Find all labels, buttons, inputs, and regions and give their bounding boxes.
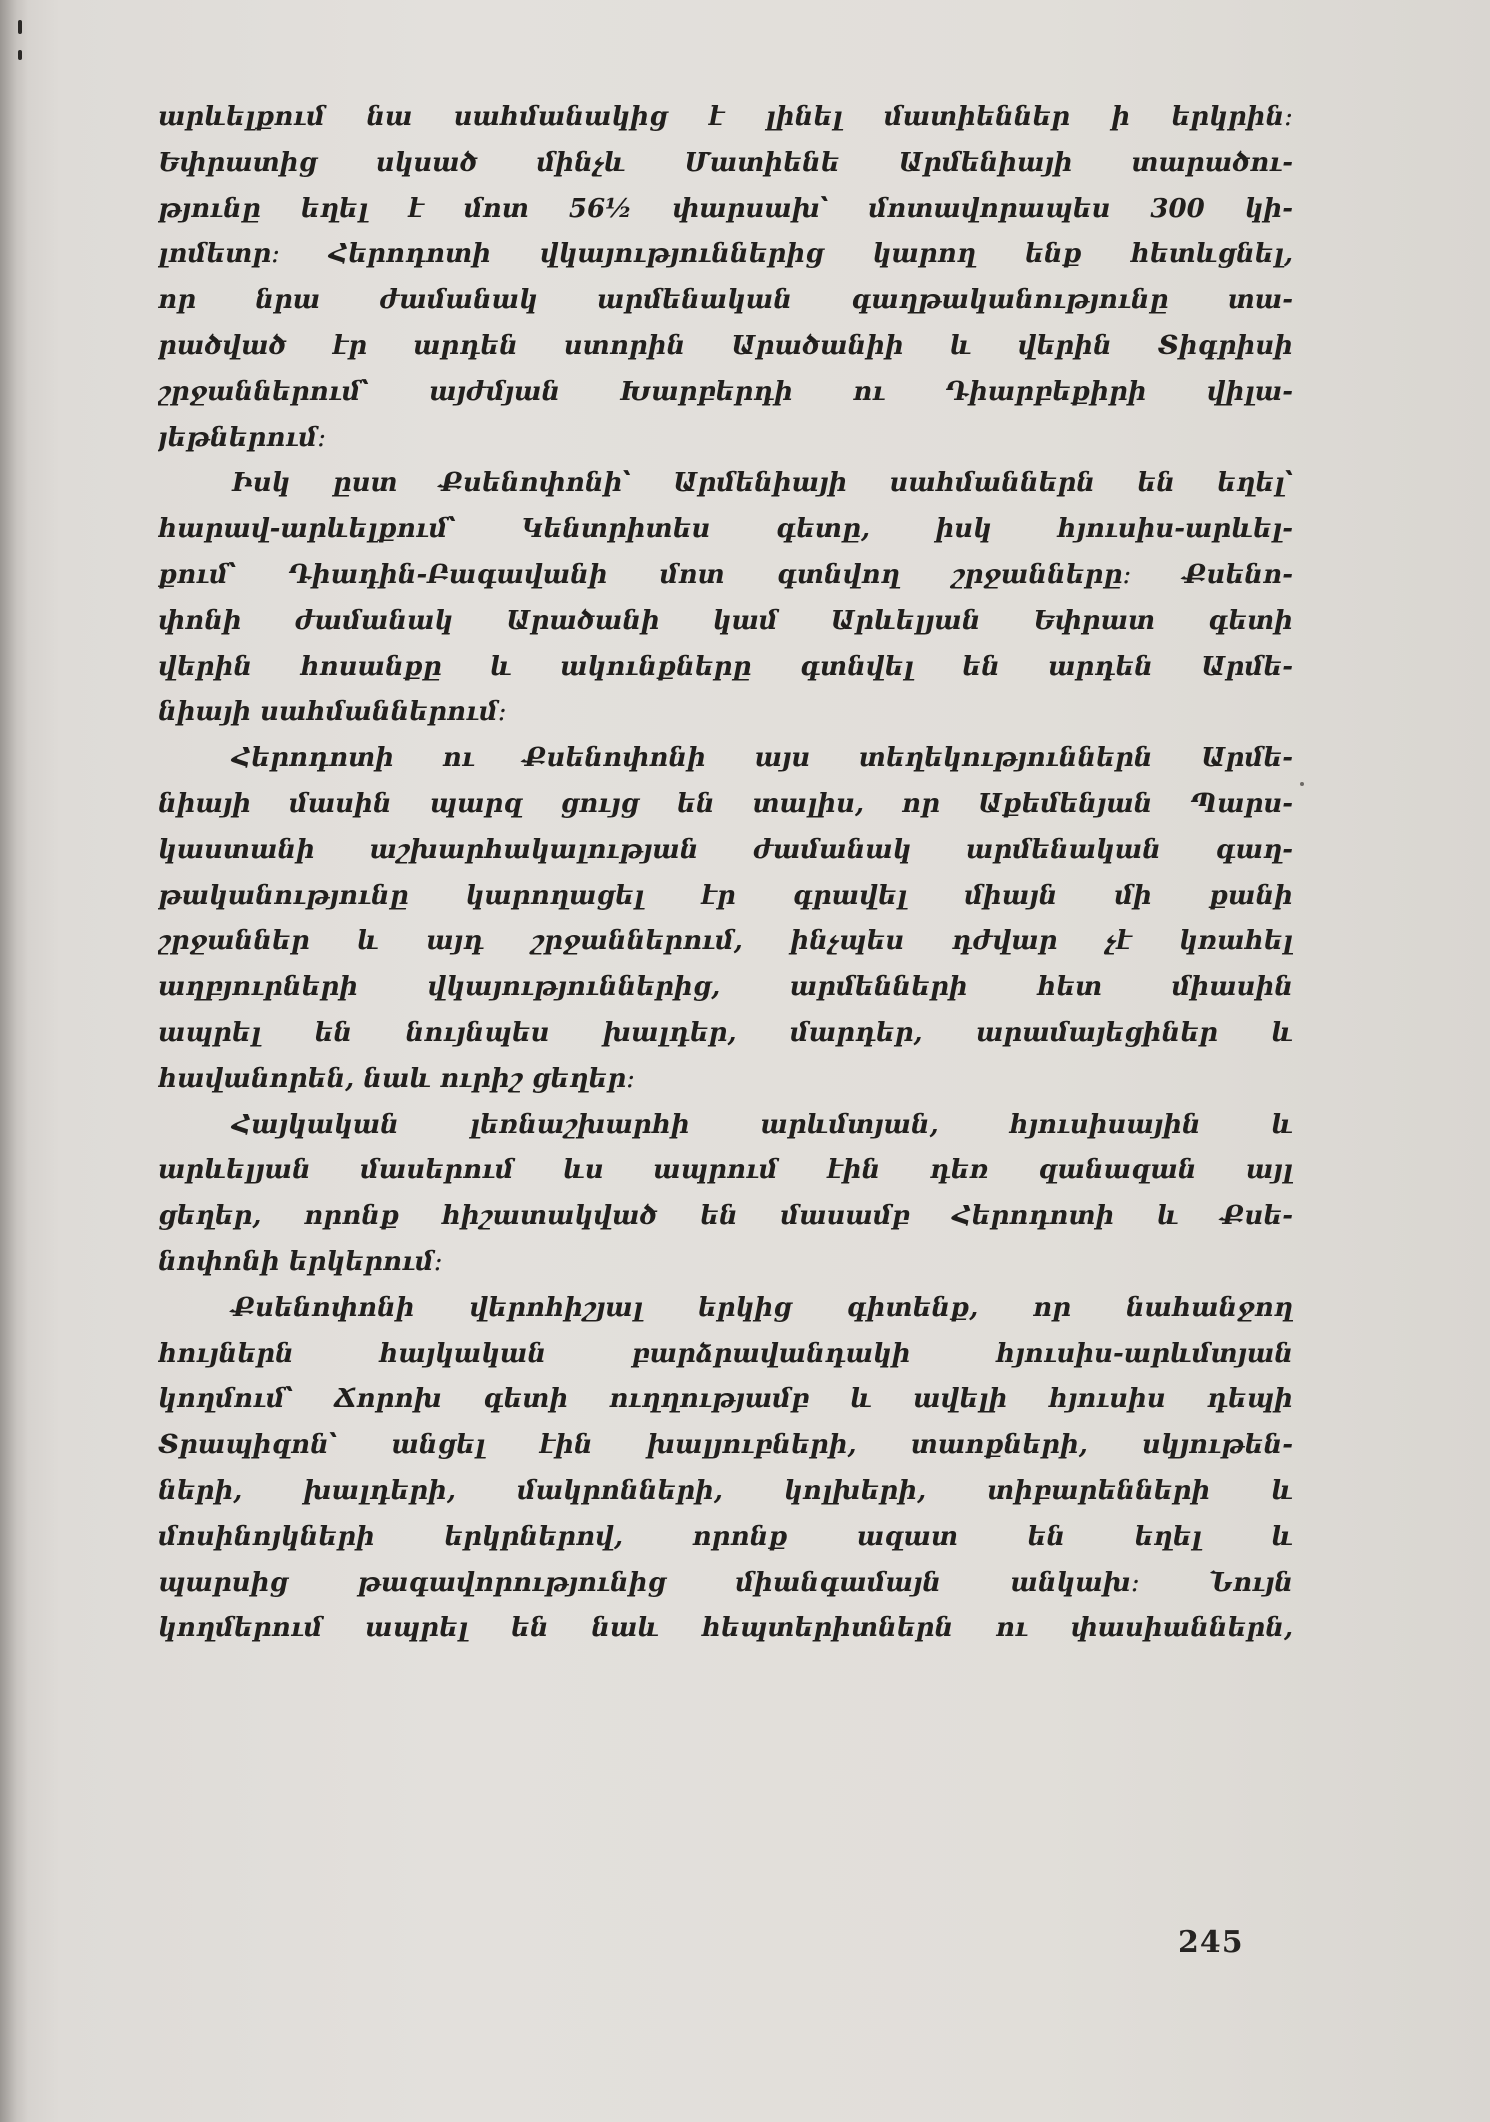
paragraph-5	[158, 1286, 1293, 1652]
text-line: րածված էր արդեն ստորին Արածանիի և վերին Տիգրիսի	[158, 330, 1293, 361]
text-line: արևելյան մասերում ևս ապրում էին դեռ զանազան այլ	[158, 1155, 1293, 1186]
text-line: հարավ-արևելքում՝ Կենտրիտես գետը, իսկ հյուսիս-արևել-	[158, 514, 1293, 545]
text-line: նոփոնի երկերում։	[158, 1246, 443, 1277]
text-line: ցեղեր, որոնք հիշատակված են մասամբ Հերոդոտի և Քսե-	[158, 1201, 1293, 1232]
text-line: քում՝ Դիադին-Բագավանի մոտ գտնվող շրջանները։ Քսենո-	[158, 559, 1293, 590]
text-line: ների, խալդերի, մակրոնների, կոլխերի, տիբարենների և	[158, 1475, 1293, 1506]
text-line: լոմետր։ Հերոդոտի վկայություններից կարող ենք հետևցնել,	[158, 239, 1293, 270]
paper-speck	[1300, 782, 1304, 786]
text-line: կողմում՝ Ճորոխ գետի ուղղությամբ և ավելի հյուսիս դեպի	[158, 1384, 1293, 1415]
margin-mark	[18, 20, 22, 34]
paragraph-2	[158, 461, 1293, 736]
text-line: թյունը եղել է մոտ 56½ փարսախ՝ մոտավորապես 300 կի-	[158, 193, 1293, 224]
text-line: պարսից թագավորությունից միանգամայն անկախ։ Նույն	[158, 1567, 1293, 1598]
text-line: նիայի սահմաններում։	[158, 697, 507, 728]
binding-shadow	[0, 0, 28, 2122]
text-line: Քսենոփոնի վերոհիշյալ երկից գիտենք, որ նահանջող	[232, 1292, 1293, 1323]
page-number: 245	[1178, 1925, 1244, 1960]
text-line: Հայկական լեռնաշխարհի արևմտյան, հյուսիսային և	[232, 1109, 1293, 1140]
text-line: հույներն հայկական բարձրավանդակի հյուսիս-արևմտյան	[158, 1338, 1293, 1369]
margin-mark	[18, 50, 22, 60]
text-line: մոսինոյկների երկրներով, որոնք ազատ են եղել և	[158, 1521, 1293, 1552]
body-text	[158, 95, 1293, 1652]
text-line: աղբյուրների վկայություններից, արմենների հետ միասին	[158, 972, 1293, 1003]
text-line: արևելքում նա սահմանակից է լինել մատիեններ ի երկրին։	[158, 102, 1293, 132]
text-line: Հերոդոտի ու Քսենոփոնի այս տեղեկություններն Արմե-	[232, 743, 1293, 774]
text-line: ապրել են նույնպես խալդեր, մարդեր, արամայեցիներ և	[158, 1017, 1293, 1048]
text-line: յեթներում։	[158, 422, 327, 453]
text-line: նիայի մասին պարզ ցույց են տալիս, որ Աքեմենյան Պարս-	[158, 788, 1293, 819]
text-line: կաստանի աշխարհակալության ժամանակ արմենական գաղ-	[158, 834, 1293, 865]
text-line: Իսկ ըստ Քսենոփոնի՝ Արմենիայի սահմաններն են եղել՝	[232, 468, 1293, 499]
text-line: հավանորեն, նաև ուրիշ ցեղեր։	[158, 1063, 635, 1094]
paragraph-4	[158, 1103, 1293, 1286]
text-line: Եփրատից սկսած մինչև Մատիենե Արմենիայի տարածու-	[158, 147, 1293, 178]
text-line: շրջաններ և այդ շրջաններում, ինչպես դժվար չէ կռահել	[158, 926, 1293, 957]
paragraph-1	[158, 95, 1293, 461]
text-line: որ նրա ժամանակ արմենական գաղթականությունը տա-	[158, 285, 1293, 316]
paragraph-3	[158, 736, 1293, 1102]
text-line: կողմերում ապրել են նաև հեպտերիտներն ու փասիաններն,	[158, 1613, 1293, 1644]
text-line: փոնի ժամանակ Արածանի կամ Արևելյան Եփրատ գետի	[158, 605, 1293, 636]
text-line: Տրապիզոն՝ անցել էին խալյուբների, տաոքների, սկյութեն-	[158, 1430, 1293, 1461]
text-line: վերին հոսանքը և ակունքները գտնվել են արդեն Արմե-	[158, 651, 1293, 682]
text-line: շրջաններում՝ այժմյան Խարբերդի ու Դիարբեքիրի վիլա-	[158, 376, 1293, 407]
text-line: թականությունը կարողացել էր գրավել միայն մի քանի	[158, 880, 1293, 911]
